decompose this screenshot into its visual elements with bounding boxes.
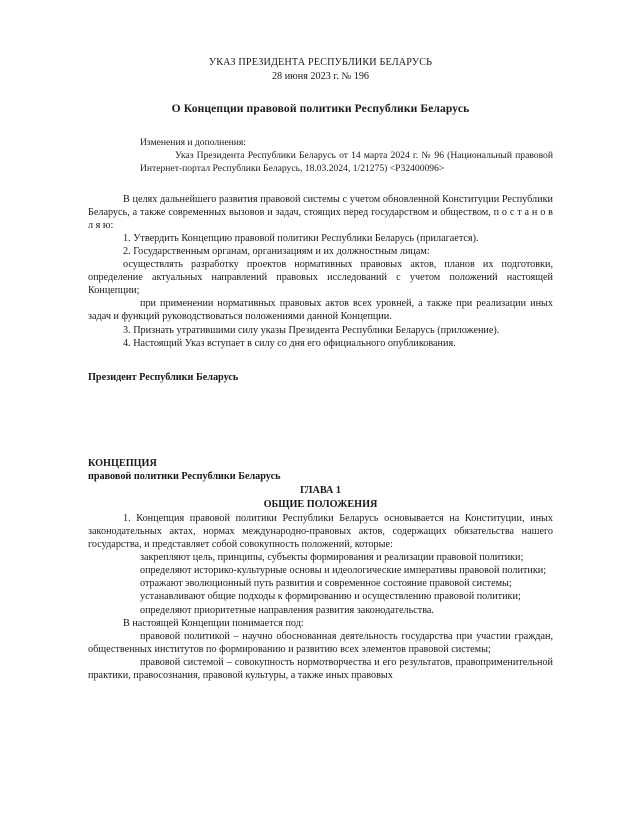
definitions-lead: В настоящей Концепции понимается под:	[123, 617, 304, 629]
concept-intro-paragraph: 1. Концепция правовой политики Республики Беларусь основывается на Конституции, иных законодательных актах, нормах международно-правовых актов, содержащих обязательства нашего государства, и представляет собой совокупность положений, которые:	[88, 512, 553, 551]
decree-item-2-subpoint-2: при применении нормативных правовых актов всех уровней, а также при реализации иных задач и функций руководствоваться положениями данной Концепции.	[88, 298, 553, 323]
chapter-label: ГЛАВА 1	[299, 485, 342, 497]
signature-line: Президент Республики Беларусь	[88, 371, 239, 383]
decree-text	[88, 193, 553, 350]
concept-heading-line-2: правовой политики Республики Беларусь	[88, 471, 281, 483]
decree-item-2-subpoint-1: осуществлять разработку проектов нормативных правовых актов, планов их подготовки, определение актуальных направлений правовых исследований с учетом положений настоящей Концепции;	[88, 259, 553, 297]
concept-body	[88, 512, 553, 682]
definition-legal-policy: правовой политикой – научно обоснованная деятельность государства при участии граждан, общественных институтов по формированию и развитию всех элементов правовой системы;	[88, 630, 553, 655]
decree-item-2: 2. Государственным органам, организациям и их должностным лицам:	[123, 245, 430, 257]
concept-bullet-4: устанавливают общие подходы к формированию и осуществлению правовой политики;	[140, 591, 521, 603]
page-title: О Концепции правовой политики Республики Беларусь	[171, 102, 470, 116]
concept-bullet-2: определяют историко-культурные основы и идеологические императивы правовой политики;	[140, 565, 547, 577]
concept-annex	[88, 457, 553, 682]
concept-bullet-1: закрепляют цель, принципы, субъекты формирования и реализации правовой политики;	[140, 552, 524, 564]
decree-item-3: 3. Признать утратившими силу указы Президента Республики Беларусь (приложение).	[123, 324, 500, 336]
amendments-entry: Указ Президента Республики Беларусь от 14 марта 2024 г. № 96 (Национальный правовой Интернет-портал Республики Беларусь, 18.03.2024, 1/21275) <P32400096>	[140, 150, 553, 175]
amendments-block	[88, 136, 553, 175]
decree-item-1: 1. Утвердить Концепцию правовой политики Республики Беларусь (прилагается).	[123, 232, 479, 244]
chapter-title: ОБЩИЕ ПОЛОЖЕНИЯ	[263, 498, 378, 510]
amendments-label: Изменения и дополнения:	[140, 137, 246, 149]
preamble-paragraph: В целях дальнейшего развития правовой системы с учетом обновленной Конституции Республики Беларусь, а также современных вызовов и задач, стоящих перед государством и обществом, п о с т а н о в л я ю:	[88, 193, 553, 231]
concept-heading-line-1: КОНЦЕПЦИЯ	[88, 457, 157, 469]
document-body	[88, 56, 553, 682]
concept-bullet-3: отражают эволюционный путь развития и современное состояние правовой системы;	[140, 578, 512, 590]
document-header	[88, 56, 553, 83]
decree-item-4: 4. Настоящий Указ вступает в силу со дня его официального опубликования.	[123, 337, 456, 349]
document-kind: УКАЗ ПРЕЗИДЕНТА РЕСПУБЛИКИ БЕЛАРУСЬ	[208, 57, 433, 68]
concept-bullet-5: определяют приоритетные направления развития законодательства.	[140, 604, 434, 616]
document-date-number: 28 июня 2023 г. № 196	[271, 71, 370, 83]
definition-legal-system: правовой системой – совокупность нормотворчества и его результатов, правоприменительной практики, правосознания, правовой культуры, а также иных правовых	[88, 656, 553, 682]
